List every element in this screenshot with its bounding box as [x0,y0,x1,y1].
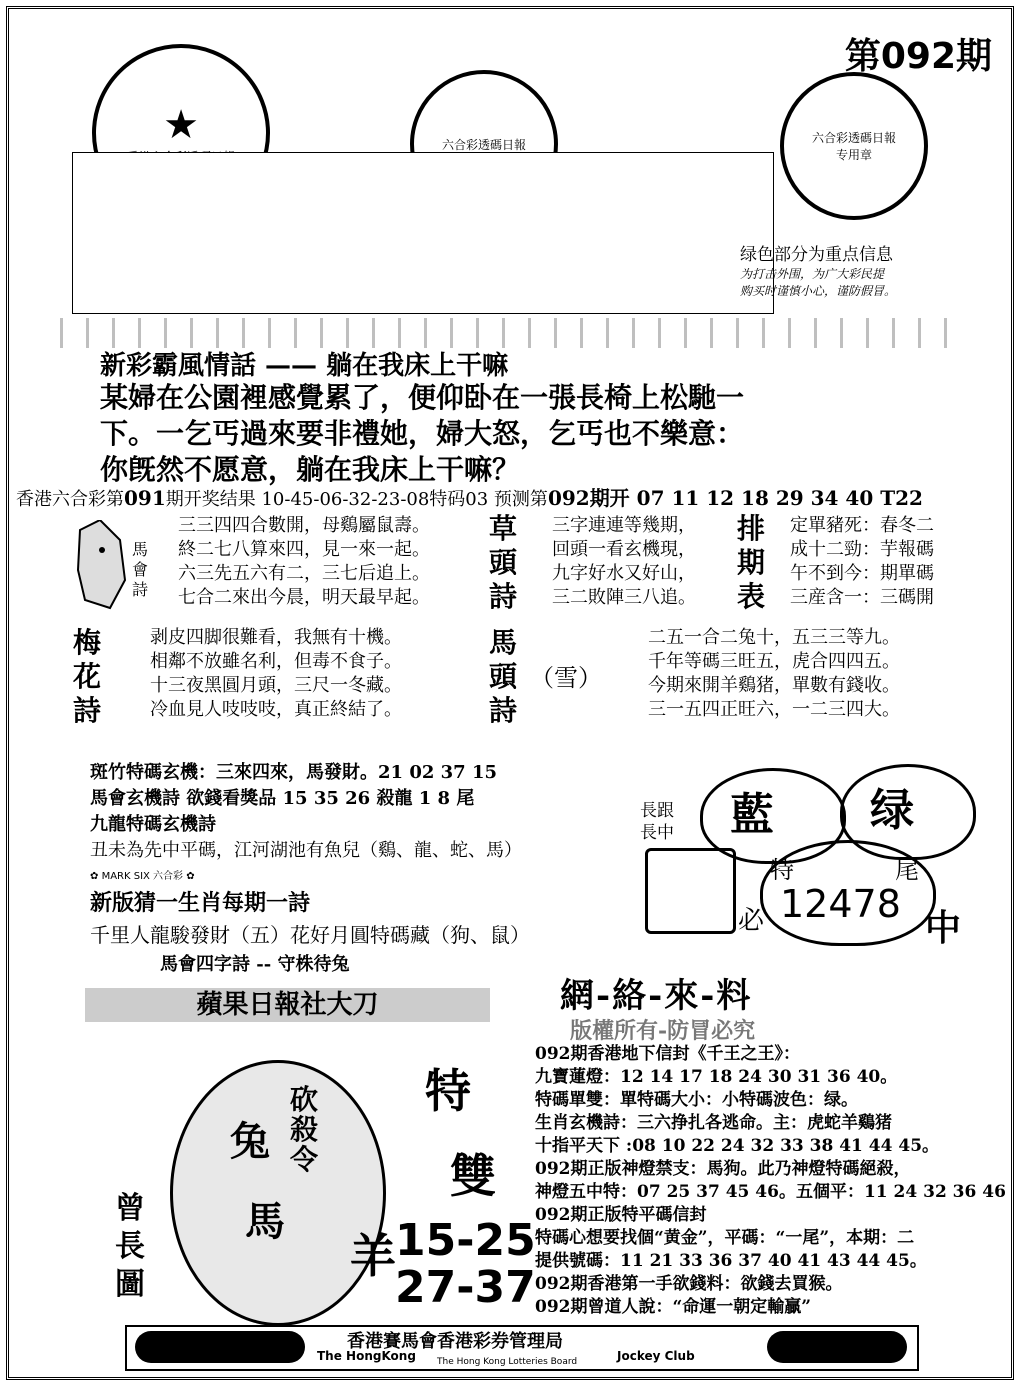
poem-line: 六三先五六有二，三七后追上。 [178,563,430,584]
story-line: 下。一乞丐過來要非禮她，婦大怒，乞丐也不樂意： [100,417,745,450]
results-next-issue: 092 [547,486,590,510]
story-title: 新彩霸風情話 —— 躺在我床上干嘛 [100,351,509,381]
zhong-label: 中 [925,907,962,949]
green-note-line1: 为打击外围，为广大彩民提 [740,267,885,281]
star-icon: ★ [163,101,199,148]
box-icon [645,848,736,934]
info-line: 提供號碼：11 21 33 36 37 40 41 43 44 45。 [535,1251,927,1271]
egg-number-2: 27-37 [395,1262,536,1313]
decorative-banner [60,318,960,348]
matou-label: 馬頭詩 [488,626,517,727]
tip-line: 九龍特碼玄機詩 [90,814,216,835]
draw-results [16,482,1006,511]
changgen-label: 長跟長中 [640,801,674,843]
issue-number: 第092期 [844,36,992,77]
poem-line: 午不到今：期單碼 [790,563,934,584]
tip-line: 新版猜一生肖每期一詩 [90,890,311,916]
meihua-poem [150,626,402,722]
te-label: 特 [770,856,794,884]
story-body [100,380,940,488]
caotou-label: 草頭詩 [488,512,517,613]
results-prev-issue: 091 [124,486,166,510]
poem-line: 二五一合二兔十，五三三等九。 [648,627,900,648]
tip-line: 千里人龍駿發財（五）花好月圓特碼藏（狗、鼠） [90,923,530,947]
poem-line: 十三夜黑圓月頭，三尺一冬藏。 [150,675,402,696]
footer-logo-right [767,1331,907,1363]
green-note-line2: 购买时谨慎小心，谨防假冒。 [740,284,897,298]
egg-number-1: 15-25 [395,1215,536,1266]
info-line: 神燈五中特：07 25 37 45 46。五個平：11 24 32 36 46 [535,1182,1006,1202]
tip-line: 馬會四字詩 -- 守株待兔 [160,954,350,975]
poem-line: 千年等碼三旺五，虎合四四五。 [648,651,900,672]
info-line: 092期正版神燈禁支：馬狗。此乃神燈特碼絕殺， [535,1159,911,1179]
shuang-big: 雙 [450,1149,496,1203]
tu-label: 兔 [230,1118,270,1165]
info-line: 092期曾道人說：“命運一朝定輸贏” [535,1297,812,1317]
copyright: 版權所有-防冒必究 [570,1018,756,1044]
footer-cn: 香港賽馬會香港彩券管理局 [347,1331,563,1352]
green-label: 绿 [870,785,914,836]
poem-line: 成十二勁：芋報碼 [790,539,934,560]
poem-line: 回頭一看玄機現， [552,539,696,560]
marksix-label: MARK SIX 六合彩 [101,871,184,882]
paiqi-poem [790,514,934,610]
seal-right [780,72,928,220]
info-line: 特碼單雙：單特碼大小：小特碼波色：绿。 [535,1090,858,1110]
poem-line: 三一五四正旺六，一二三四大。 [648,699,900,720]
tip-line: 馬會玄機詩 欲錢看獎品 15 35 26 殺龍 1 8 尾 [90,788,475,809]
green-note [740,240,950,299]
info-line: 十指平天下 :08 10 22 24 32 33 38 41 44 45。 [535,1136,940,1156]
flower-icon: ✿ [90,871,99,882]
tips-block [90,760,530,978]
info-line: 092期香港第一手欲錢料：欲錢去買猴。 [535,1274,843,1294]
yang-label: 羊 [350,1229,396,1283]
poem-line: 三三四四合數開，母鷄屬鼠壽。 [178,515,430,536]
right-info-list [535,1043,1005,1319]
kill-title: 砍殺令 [290,1083,319,1176]
poem-line: 相鄰不放雖名利，但毒不食子。 [150,651,402,672]
info-line: 生肖玄機詩：三六挣扎各逃命。主：虎蛇羊鷄猪 [535,1113,892,1133]
bi-label: 必 [738,906,765,936]
poem-line: 剥皮四脚很難看，我無有十機。 [150,627,402,648]
footer-logo-left [135,1331,305,1363]
horse-poem-label: 馬會詩 [132,540,149,599]
poem-line: 冷血見人吱吱吱，真正終結了。 [150,699,402,720]
flower-icon: ✿ [186,871,195,882]
info-line: 特碼心想要找個“黄金”，平碼：“一尾”，本期：二 [535,1228,915,1248]
blue-label: 藍 [730,789,774,840]
horse-head-icon [70,520,130,610]
seal-text-2: 六合彩透碼日報 [441,137,526,152]
poem-line: 終二七八算來四，見一來一起。 [178,539,430,560]
side-label: 曾長圖 [115,1191,145,1302]
results-mid: 期开奖结果 10-45-06-32-23-08特码03 预测第 [165,489,548,510]
poem-line: 定單豬死：春冬二 [790,515,934,536]
poem-line: 三字連連等幾期， [552,515,696,536]
apple-title: 蘋果日報社大刀 [85,988,490,1022]
story-line: 某婦在公園裡感覺累了，便仰卧在一張長椅上松馳一 [100,381,745,414]
paiqi-label: 排期表 [736,512,765,613]
marksix-row [90,864,530,890]
info-line: 九寶蓮燈：12 14 17 18 24 30 31 36 40。 [535,1067,898,1087]
tip-line: 丑未為先中平碼，江河湖池有魚兒（鷄、龍、蛇、馬） [90,840,522,861]
footer-en2: Jockey Club [617,1349,695,1363]
footer-bar [125,1325,919,1371]
wei-label: 尾 [895,856,919,884]
tail-number: 12478 [780,882,901,926]
net-title: 網-絡-來-料 [560,976,753,1016]
story-line: 你旣然不愿意，躺在我床上干嘛？ [100,453,521,486]
ma-label: 馬 [245,1198,285,1245]
caotou-poem [552,514,696,610]
green-note-title: 绿色部分为重点信息 [740,245,893,265]
poem-line: 三二敗陣三八追。 [552,587,696,608]
poem-line: 今期來開羊鷄猪，單數有錢收。 [648,675,900,696]
seal-text-3: 六合彩透碼日報 [811,131,896,145]
results-suffix: 期开 07 11 12 18 29 34 40 T22 [589,486,923,510]
info-line: 092期香港地下信封《千王之王》： [535,1044,800,1064]
poem-line: 七合二來出今晨，明天最早起。 [178,587,430,608]
meihua-label: 梅花詩 [72,626,101,727]
footer-en3: The Hong Kong Lotteries Board [437,1357,578,1367]
matou-poem [648,626,900,722]
poem-line: 三産含一：三碼開 [790,587,934,608]
seal-text-3b: 专用章 [835,148,872,162]
horse-poem [178,514,430,610]
matou-hint: （雪） [530,664,602,692]
te-big: 特 [425,1064,471,1118]
masked-header-box [72,152,774,314]
results-prefix: 香港六合彩第 [16,489,124,510]
footer-en1: The HongKong [317,1349,416,1363]
tip-line: 斑竹特碼玄機：三來四來，馬發財。21 02 37 15 [90,762,497,783]
info-line: 092期正版特平碼信封 [535,1205,707,1225]
poem-line: 九字好水又好山， [552,563,696,584]
